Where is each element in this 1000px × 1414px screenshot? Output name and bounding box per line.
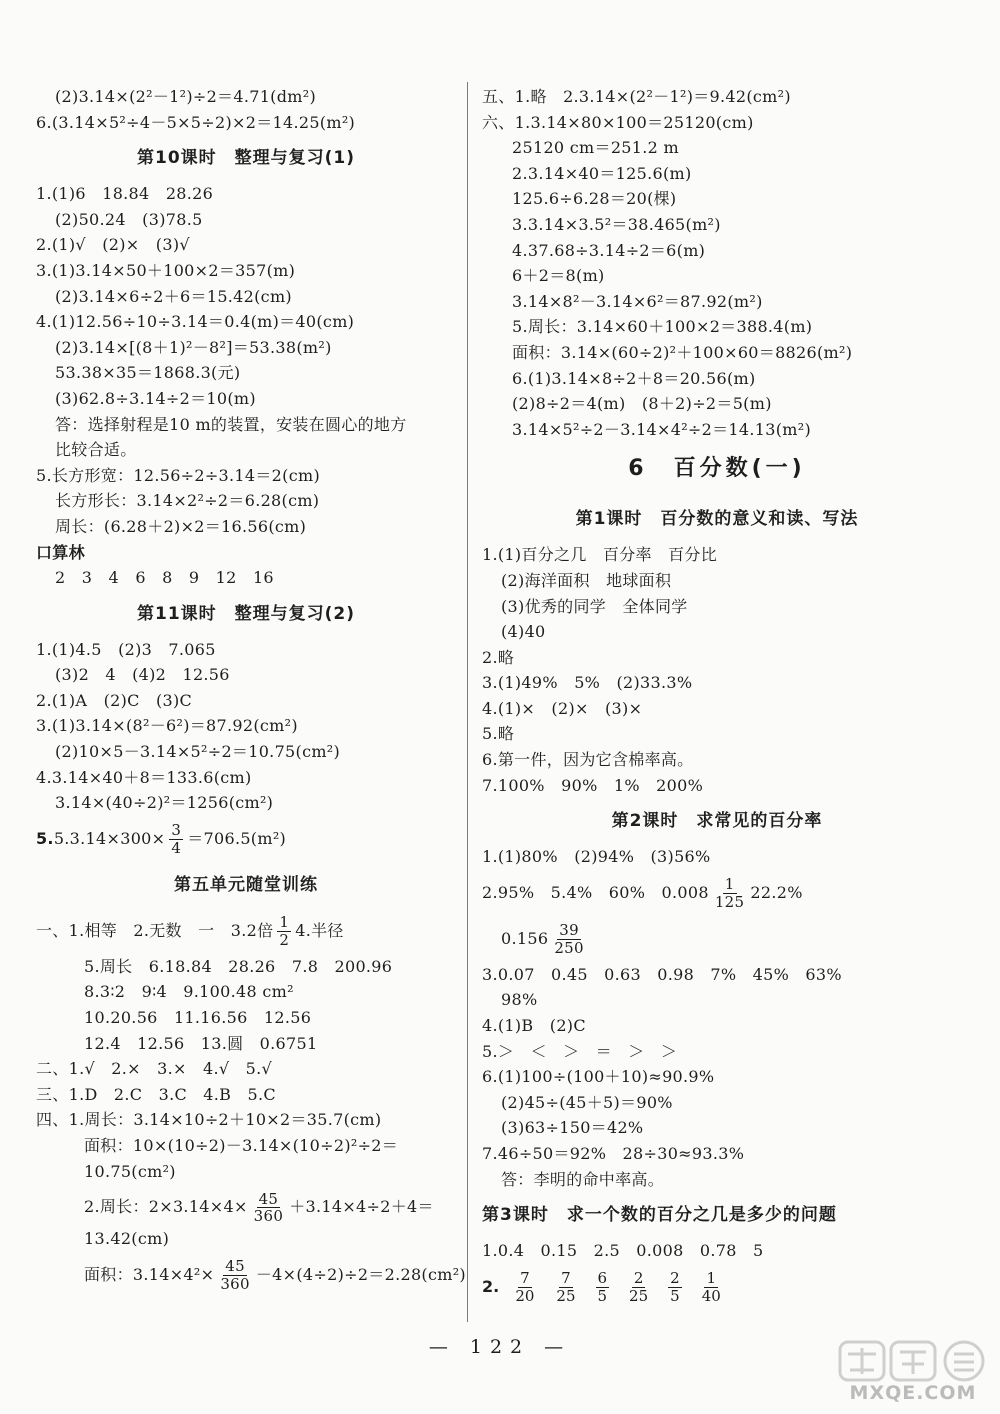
answer-line: (4)40 bbox=[501, 622, 546, 642]
fraction-numerator: 45 bbox=[225, 1257, 245, 1276]
answer-line: (2)8÷2＝4(m) (8＋2)÷2＝5(m) bbox=[512, 394, 772, 414]
answer-line: 6.(1)3.14×8÷2＋8＝20.56(m) bbox=[512, 368, 756, 388]
answer-line: 10.20.56 11.16.56 12.56 bbox=[84, 1008, 312, 1028]
answer-text: 0.156 bbox=[501, 928, 549, 948]
fraction bbox=[554, 1270, 577, 1304]
answer-text: 22.2% bbox=[750, 882, 803, 902]
answer-line: (3)2 4 (4)2 12.56 bbox=[55, 665, 230, 685]
answer-lines-lesson2 bbox=[482, 962, 952, 1192]
fraction bbox=[627, 1270, 650, 1304]
answer-line-si-2-area bbox=[36, 1252, 466, 1298]
fraction-denominator: 20 bbox=[515, 1286, 535, 1305]
unit-title-percent: 6 百分数(一) bbox=[628, 456, 806, 482]
answer-lines-right-top bbox=[482, 84, 952, 442]
answer-line: (2)50.24 (3)78.5 bbox=[55, 209, 203, 229]
answer-line: 10.75(cm²) bbox=[84, 1161, 176, 1181]
fraction-denominator: 4 bbox=[171, 838, 182, 857]
fraction bbox=[713, 876, 747, 910]
answer-line: 6.(3.14×5²÷4－5×5÷2)×2＝14.25(m²) bbox=[36, 112, 356, 132]
answer-line: 答：选择射程是10 m的装置，安装在圆心的地方 bbox=[55, 414, 407, 434]
answer-text: 一、1.相等 2.无数 一 3.2倍 bbox=[36, 920, 274, 940]
answer-line: 比较合适。 bbox=[55, 440, 137, 460]
answer-line: 6＋2＝8(m) bbox=[512, 266, 605, 286]
answer-line: 2.(1)A (2)C (3)C bbox=[36, 690, 193, 710]
fraction-denominator: 40 bbox=[701, 1286, 721, 1305]
answer-line: 3.14×8²－3.14×6²＝87.92(m²) bbox=[512, 291, 763, 311]
answer-line: 面积：3.14×(60÷2)²＋100×60＝8826(m²) bbox=[512, 342, 853, 362]
answer-line: 3.(1)49% 5% (2)33.3% bbox=[482, 673, 693, 693]
answer-line: 长方形长：3.14×2²÷2＝6.28(cm) bbox=[55, 491, 320, 511]
fraction-denominator: 250 bbox=[554, 938, 584, 957]
watermark-icon bbox=[838, 1340, 988, 1382]
answer-text: 面积：3.14×4²× bbox=[84, 1264, 215, 1284]
answer-line: 五、1.略 2.3.14×(2²－1²)＝9.42(cm²) bbox=[482, 87, 791, 106]
fraction-denominator: 25 bbox=[629, 1286, 649, 1305]
answer-line-l3-2 bbox=[482, 1264, 952, 1310]
answer-line: 5.＞ ＜ ＞ ＝ ＞ ＞ bbox=[482, 1041, 678, 1061]
answer-line: 六、1.3.14×80×100＝25120(cm) bbox=[482, 112, 754, 132]
fraction-denominator: 360 bbox=[253, 1207, 284, 1226]
answer-text: －4×(4÷2)÷2＝2.28(cm²) bbox=[255, 1264, 466, 1284]
answer-line: 6.第一件，因为它含棉率高。 bbox=[482, 750, 694, 770]
fraction-denominator: 2 bbox=[279, 930, 290, 949]
lesson-title-2: 第2课时 求常见的百分率 bbox=[611, 811, 823, 832]
fraction-denominator: 5 bbox=[670, 1286, 680, 1305]
watermark-logo bbox=[838, 1340, 988, 1406]
answer-lines-left-top bbox=[36, 84, 456, 816]
fraction-numerator: 2 bbox=[670, 1269, 680, 1288]
fraction-numerator: 7 bbox=[520, 1269, 530, 1288]
answer-line: 2.3.14×40＝125.6(m) bbox=[512, 163, 692, 183]
fraction bbox=[277, 914, 291, 948]
answer-line: 98% bbox=[501, 990, 538, 1010]
answer-line: (3)62.8÷3.14÷2＝10(m) bbox=[55, 388, 256, 408]
answer-line: 6.(1)100÷(100＋10)≈90.9% bbox=[482, 1067, 715, 1087]
fraction-numerator: 1 bbox=[724, 875, 735, 894]
section-title: 第10课时 整理与复习(1) bbox=[136, 148, 356, 169]
answer-line: 面积：10×(10÷2)－3.14×(10÷2)²÷2＝ bbox=[84, 1136, 399, 1155]
answer-line: 4.3.14×40＋8＝133.6(cm) bbox=[36, 767, 252, 787]
fraction-numerator: 1 bbox=[706, 1269, 716, 1288]
watermark-url: MXQE.COM bbox=[849, 1382, 977, 1404]
fraction-denominator: 25 bbox=[556, 1286, 576, 1305]
left-column bbox=[36, 84, 466, 1298]
answer-line: 7.100% 90% 1% 200% bbox=[482, 775, 704, 795]
answer-line: 2.略 bbox=[482, 647, 515, 667]
column-divider bbox=[467, 82, 468, 1322]
fraction bbox=[700, 1270, 723, 1304]
answer-line: 周长：(6.28＋2)×2＝16.56(cm) bbox=[55, 516, 307, 536]
answer-line: 5.长方形宽：12.56÷2÷3.14＝2(cm) bbox=[36, 465, 320, 485]
answer-line: 3.(1)3.14×50＋100×2＝357(m) bbox=[36, 260, 296, 280]
answer-line: (2)10×5－3.14×5²÷2＝10.75(cm²) bbox=[55, 742, 341, 762]
lesson-title-1: 第1课时 百分数的意义和读、写法 bbox=[575, 509, 859, 530]
answer-line: (2)3.14×(2²－1²)÷2＝4.71(dm²) bbox=[55, 87, 316, 106]
answer-line: 三、1.D 2.C 3.C 4.B 5.C bbox=[36, 1084, 276, 1104]
answer-line: 25120 cm＝251.2 m bbox=[512, 138, 679, 158]
answer-line-si-2 bbox=[36, 1184, 456, 1230]
answer-text: 2.周长：2×3.14×4× bbox=[84, 1197, 248, 1217]
answer-line: 2.(1)√ (2)× (3)√ bbox=[36, 235, 190, 255]
answer-line: (2)3.14×[(8＋1)²－8²]＝53.38(m²) bbox=[55, 337, 332, 357]
fraction-numerator: 3 bbox=[171, 821, 182, 840]
answer-line: 12.4 12.56 13.圆 0.6751 bbox=[84, 1033, 318, 1053]
answer-line: 1.(1)6 18.84 28.26 bbox=[36, 184, 214, 204]
answer-text: 2.95% 5.4% 60% 0.008 bbox=[482, 882, 709, 902]
answer-line: (2)海洋面积 地球面积 bbox=[501, 570, 672, 590]
answer-line: 125.6÷6.28＝20(棵) bbox=[512, 189, 677, 209]
fraction-numerator: 45 bbox=[258, 1189, 279, 1208]
fraction bbox=[596, 1270, 610, 1304]
answer-line-l3-1: 1.0.4 0.15 2.5 0.008 0.78 5 bbox=[482, 1241, 764, 1261]
answer-line: 3.14×5²÷2－3.14×4²÷2＝14.13(m²) bbox=[512, 419, 811, 439]
answer-line-l2-2 bbox=[482, 870, 952, 916]
fraction-denominator: 5 bbox=[597, 1286, 608, 1305]
fraction-denominator: 360 bbox=[220, 1274, 250, 1293]
section-title: 第11课时 整理与复习(2) bbox=[136, 603, 356, 624]
answer-line-l2-1: 1.(1)80% (2)94% (3)56% bbox=[482, 847, 711, 867]
answer-line: 答：李明的命中率高。 bbox=[501, 1169, 665, 1189]
section-title: 口算林 bbox=[36, 542, 85, 562]
answer-line: 4.37.68÷3.14÷2＝6(m) bbox=[512, 240, 706, 260]
answer-line-si-2b: 13.42(cm) bbox=[84, 1229, 170, 1249]
answer-number: 2. bbox=[482, 1276, 500, 1296]
answer-line: 3.(1)3.14×(8²－6²)＝87.92(cm²) bbox=[36, 716, 298, 736]
answer-line: (3)63÷150＝42% bbox=[501, 1118, 644, 1138]
fraction-numerator: 1 bbox=[279, 913, 290, 932]
answer-line: 3.0.07 0.45 0.63 0.98 7% 45% 63% bbox=[482, 964, 842, 984]
lesson-title-3: 第3课时 求一个数的百分之几是多少的问题 bbox=[482, 1205, 837, 1226]
answer-line: 53.38×35＝1868.3(元) bbox=[55, 363, 241, 383]
fraction-numerator: 6 bbox=[597, 1269, 608, 1288]
right-column bbox=[482, 84, 952, 1310]
fraction-numerator: 7 bbox=[561, 1269, 571, 1288]
page-number: — 122 — bbox=[428, 1336, 572, 1358]
section-title-unit5-test: 第五单元随堂训练 bbox=[174, 874, 318, 895]
fraction-numerator: 39 bbox=[559, 921, 579, 940]
answer-line: 3.14×(40÷2)²＝1256(cm²) bbox=[55, 793, 274, 813]
answer-line: 1.(1)4.5 (2)3 7.065 bbox=[36, 639, 216, 659]
answer-line: 8.3∶2 9∶4 9.100.48 cm² bbox=[84, 982, 294, 1002]
answer-line: 四、1.周长：3.14×10÷2＋10×2＝35.7(cm) bbox=[36, 1110, 382, 1130]
answer-text: 4.半径 bbox=[295, 920, 344, 940]
answer-line-5-fraction: 5.5.3.14×300× $\frac{3}{4}$ ＝706.5(m²) bbox=[36, 821, 287, 857]
fraction bbox=[513, 1270, 536, 1304]
answer-line: (3)优秀的同学 全体同学 bbox=[501, 596, 688, 616]
answer-line: 4.(1)12.56÷10÷3.14＝0.4(m)＝40(cm) bbox=[36, 312, 355, 332]
answer-line-l2-2b bbox=[482, 916, 952, 962]
answer-line: 5.略 bbox=[482, 724, 515, 744]
answer-line: 4.(1)× (2)× (3)× bbox=[482, 698, 643, 718]
answer-lines-lesson1 bbox=[482, 542, 952, 798]
answer-line: 1.(1)百分之几 百分率 百分比 bbox=[482, 545, 718, 565]
fraction-denominator: 125 bbox=[714, 892, 745, 911]
fraction bbox=[169, 822, 183, 856]
answer-text: ＋3.14×4÷2＋4＝ bbox=[289, 1197, 434, 1217]
answer-line: 5.周长 6.18.84 28.26 7.8 200.96 bbox=[84, 956, 393, 976]
answer-line: 4.(1)B (2)C bbox=[482, 1016, 586, 1036]
answer-line-yi bbox=[36, 908, 456, 954]
fraction bbox=[252, 1191, 286, 1225]
answer-line: 3.3.14×3.5²＝38.465(m²) bbox=[512, 214, 721, 234]
answer-text: ＝706.5(m²) bbox=[187, 828, 287, 848]
fraction-numerator: 2 bbox=[633, 1269, 644, 1288]
answer-text: 5.3.14×300× bbox=[53, 828, 166, 848]
answer-line: (2)45÷(45＋5)＝90% bbox=[501, 1092, 673, 1112]
fraction bbox=[552, 922, 586, 956]
fraction bbox=[668, 1270, 682, 1304]
answer-line: (2)3.14×6÷2＋6＝15.42(cm) bbox=[55, 286, 292, 306]
answer-lines-left-bottom bbox=[36, 954, 456, 1184]
answer-line: 2 3 4 6 8 9 12 16 bbox=[55, 568, 274, 588]
answer-line: 7.46÷50＝92% 28÷30≈93.3% bbox=[482, 1144, 745, 1163]
fraction bbox=[218, 1258, 252, 1292]
answer-line: 二、1.√ 2.× 3.× 4.√ 5.√ bbox=[36, 1059, 273, 1079]
answer-line: 5.周长：3.14×60＋100×2＝388.4(m) bbox=[512, 317, 813, 337]
